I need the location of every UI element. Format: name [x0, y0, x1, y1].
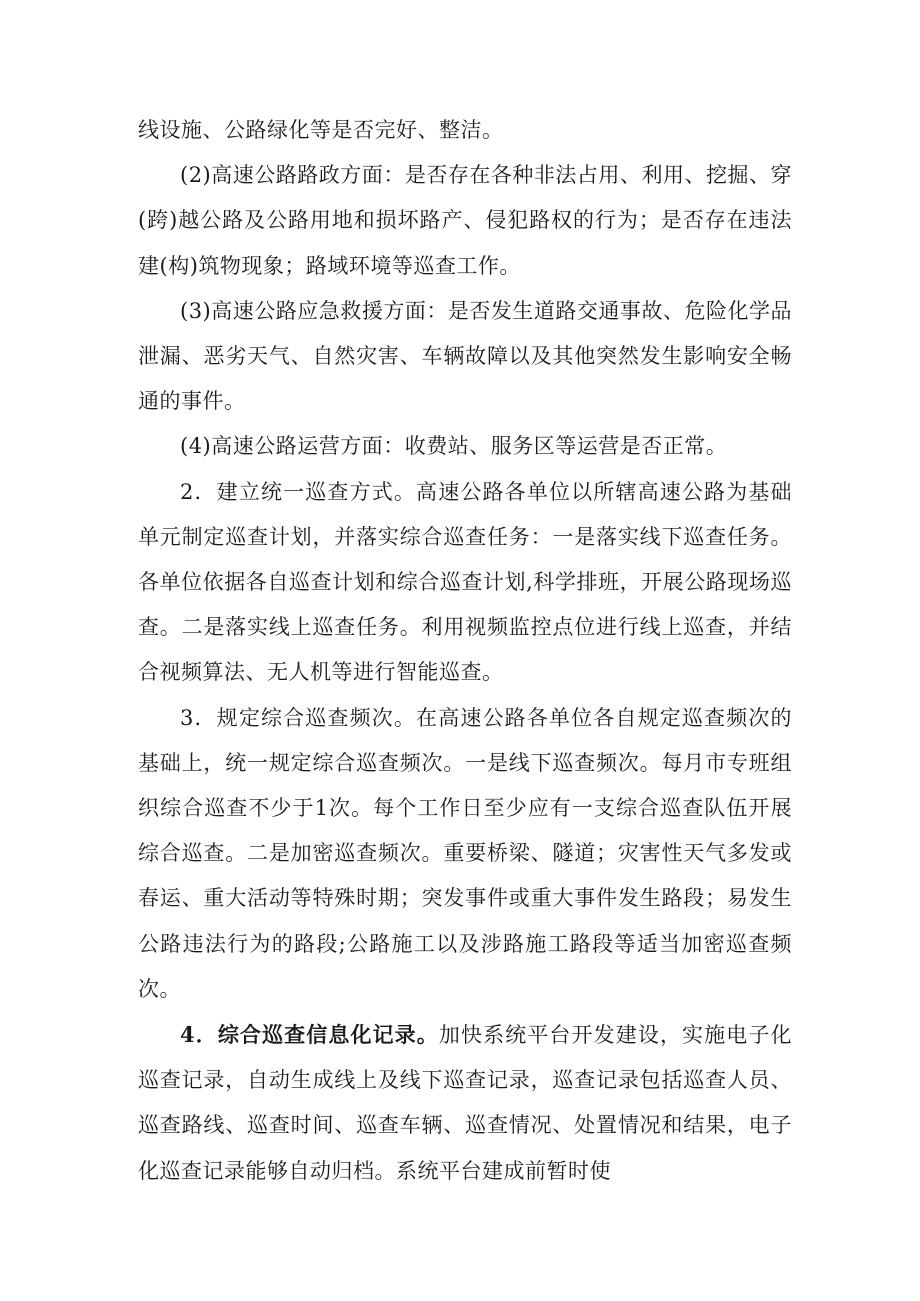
paragraph-emergency-rescue [138, 289, 792, 425]
paragraph-road-administration [138, 153, 792, 289]
paragraph-text: (3)高速公路应急救援方面：是否发生道路交通事故、危险化学品泄漏、恶劣天气、自然灾害、车辆故障以及其他突然发生影响安全畅通的事件。 [138, 298, 792, 414]
paragraph-text: 线设施、公路绿化等是否完好、整洁。 [138, 118, 504, 142]
paragraph-text: 加快系统平台开发建设，实施电子化巡查记录，自动生成线上及线下巡查记录，巡查记录包括巡查人员、巡查路线、巡查时间、巡查车辆、巡查情况、处置情况和结果，电子化巡查记录能够自动归档。系统平台建成前暂时使 [138, 1023, 792, 1183]
paragraph-digital-records [138, 1012, 792, 1194]
paragraph-text: (2)高速公路路政方面：是否存在各种非法占用、利用、挖掘、穿(跨)越公路及公路用地和损坏路产、侵犯路权的行为；是否存在违法建(构)筑物现象；路域环境等巡查工作。 [138, 163, 792, 278]
paragraph-text: (4)高速公路运营方面：收费站、服务区等运营是否正常。 [180, 434, 728, 459]
document-body [138, 108, 792, 1194]
paragraph-operations [138, 424, 792, 469]
paragraph-inspection-frequency [138, 696, 792, 1012]
paragraph-text: 2．建立统一巡查方式。高速公路各单位以所辖高速公路为基础单元制定巡查计划，并落实综合巡查任务：一是落实线下巡查任务。各单位依据各自巡查计划和综合巡查计划,科学排班，开展公路现场巡查。二是落实线上巡查任务。利用视频监控点位进行线上巡查，并结合视频算法、无人机等进行智能巡查。 [138, 479, 792, 685]
paragraph-continuation [138, 108, 792, 153]
paragraph-unified-inspection-method [138, 470, 792, 696]
paragraph-text: 3．规定综合巡查频次。在高速公路各单位各自规定巡查频次的基础上，统一规定综合巡查频次。一是线下巡查频次。每月市专班组织综合巡查不少于1次。每个工作日至少应有一支综合巡查队伍开展综合巡查。二是加密巡查频次。重要桥梁、隧道；灾害性天气多发或春运、重大活动等特殊时期；突发事件或重大事件发生路段；易发生公路违法行为的路段;公路施工以及涉路施工路段等适当加密巡查频次。 [138, 705, 792, 1001]
paragraph-heading: 4．综合巡查信息化记录。 [180, 1022, 439, 1048]
